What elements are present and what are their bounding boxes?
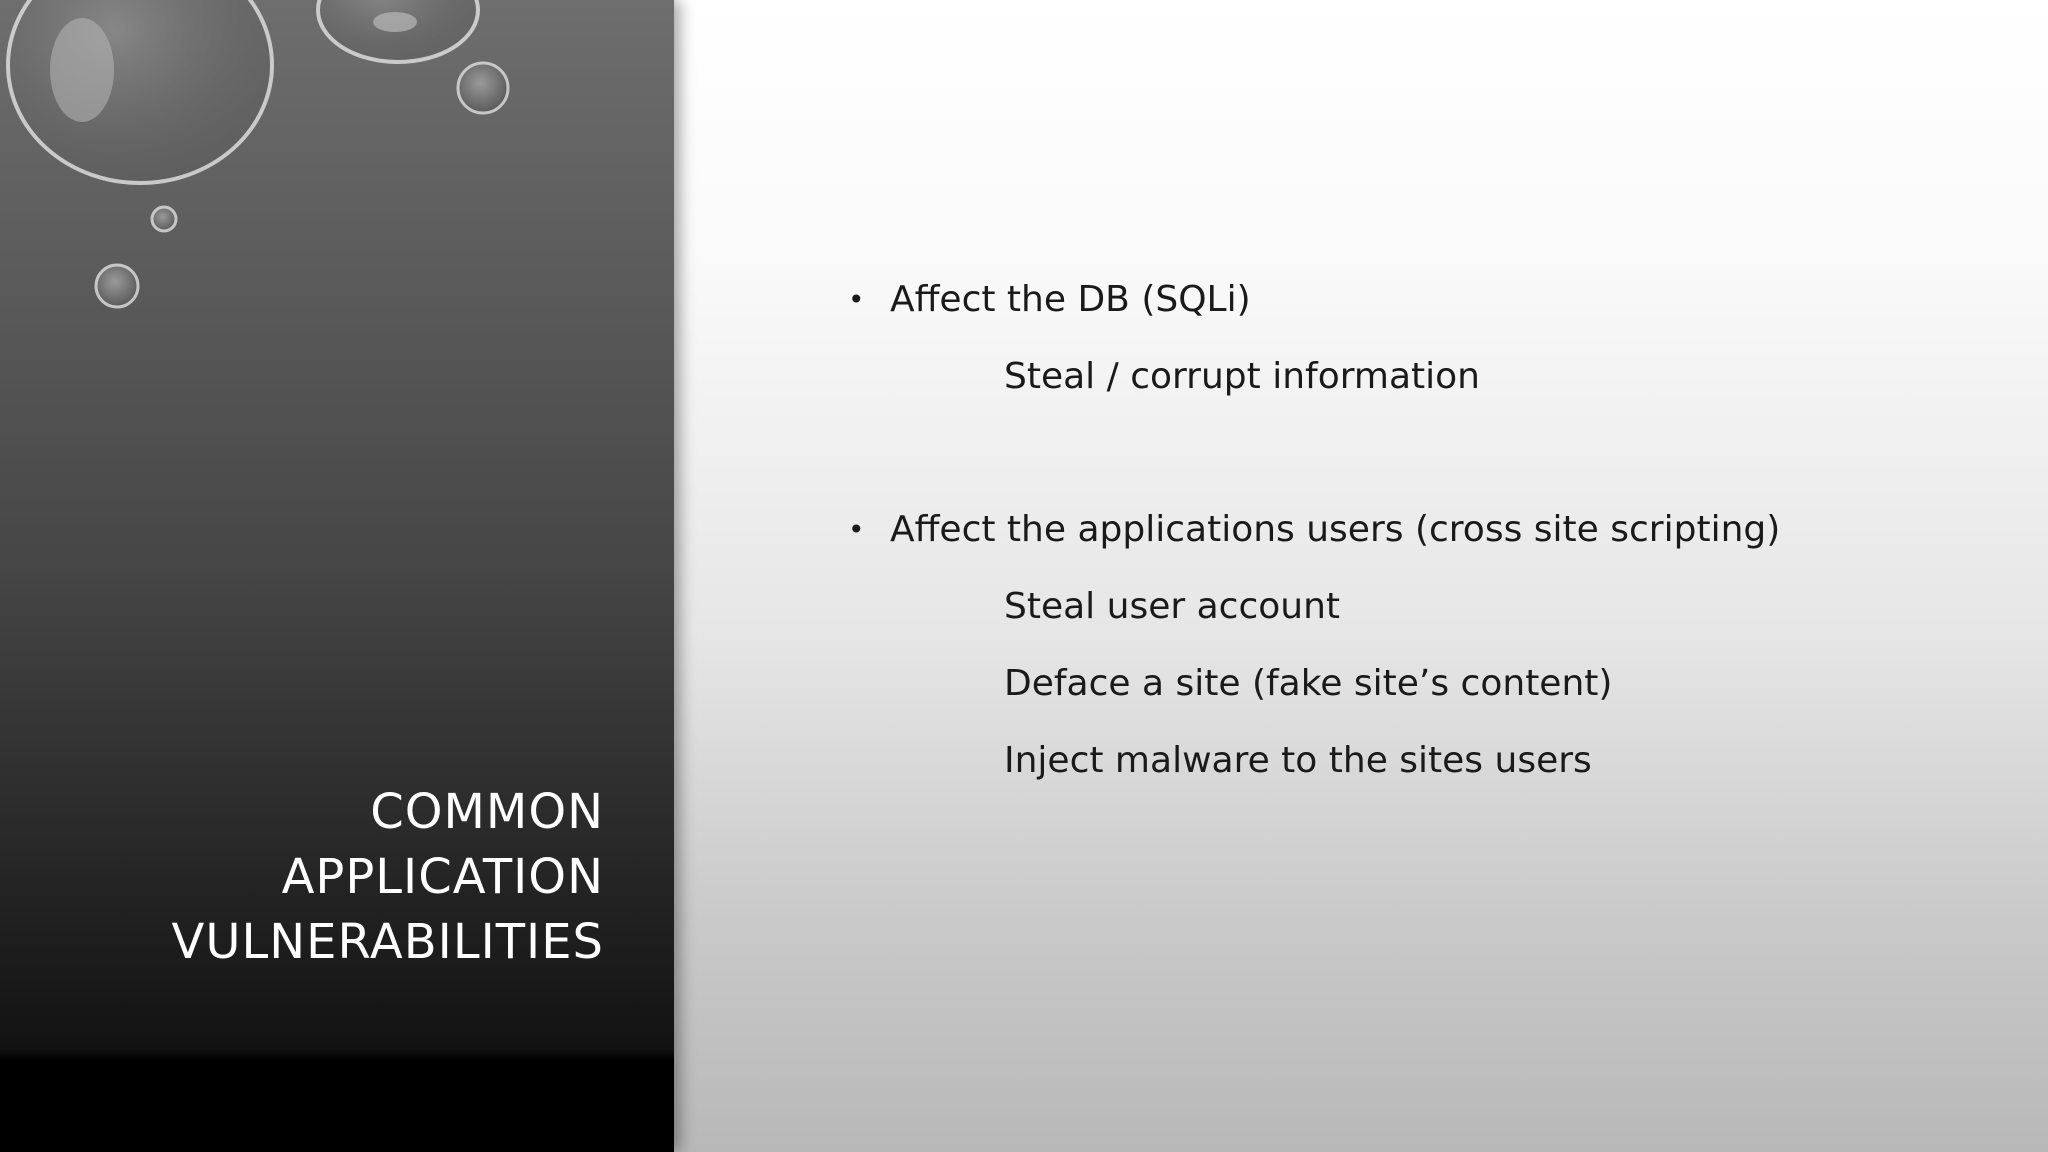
sub-item: Steal user account	[1004, 586, 1341, 627]
bullet-text: Affect the DB (SQLi)	[890, 279, 1251, 320]
title-line-2: APPLICATION	[281, 849, 604, 905]
sub-item: Deface a site (fake site’s content)	[1004, 663, 1613, 704]
sub-item: Steal / corrupt information	[1004, 356, 1480, 397]
bullet-glyph: •	[848, 513, 865, 546]
bullet-text: Affect the applications users (cross site scripting)	[890, 509, 1781, 550]
title-line-1: COMMON	[370, 784, 604, 840]
sub-item: Inject malware to the sites users	[1004, 740, 1592, 781]
bullet-glyph: •	[848, 283, 865, 316]
title-line-3: VULNERABILITIES	[171, 914, 604, 970]
